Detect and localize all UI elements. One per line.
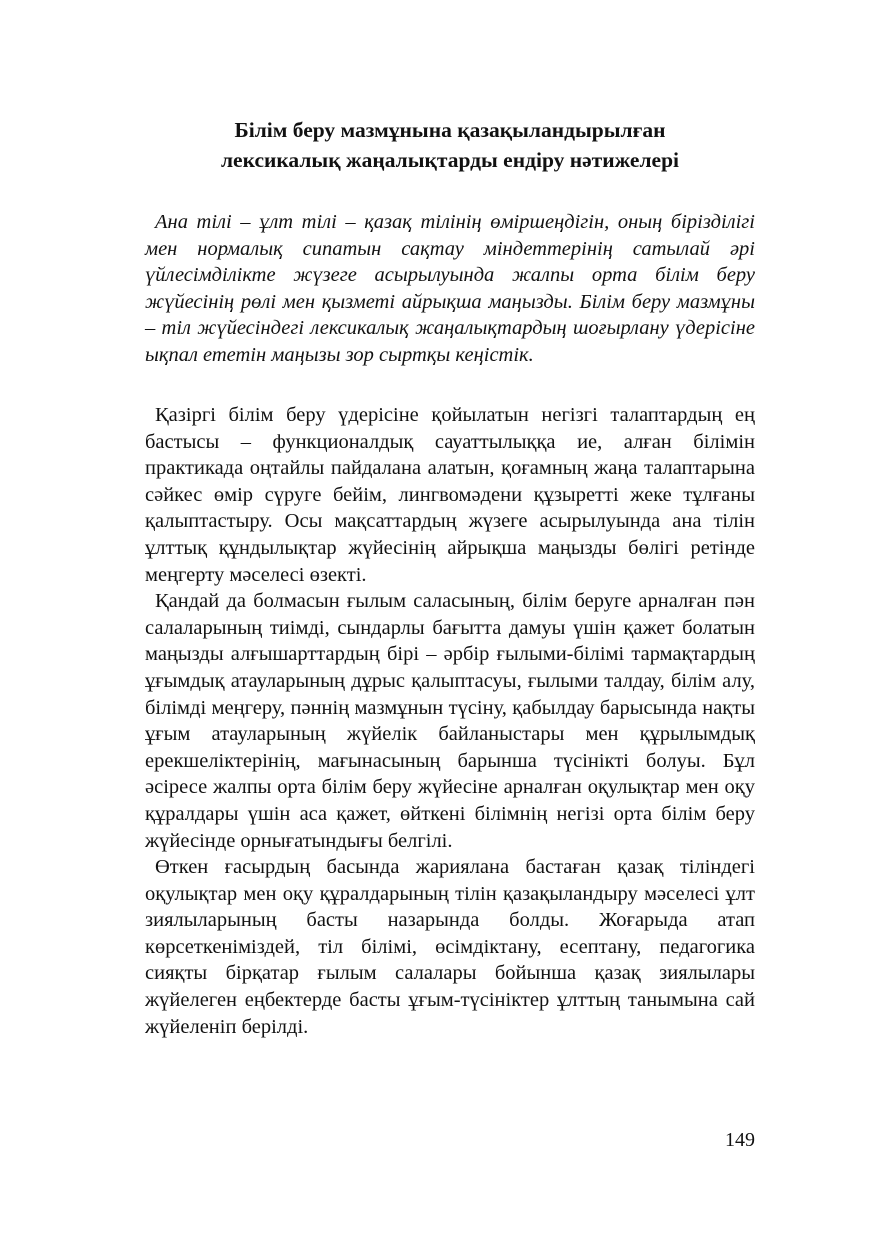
body-paragraph-3: Өткен ғасырдың басында жариялана бастаған қазақ тіліндегі оқулықтар мен оқу құралдарының тілін қазақыландыру мәселесі ұлт зиялыларының басты назарында болды. Жоғарыда атап көрсеткеніміздей, тіл білімі, өсімдіктану, есептану, педагогика сияқты бірқатар ғылым салалары бойынша қазақ зиялылары жүйелеген еңбектерде басты ұғым-түсініктер ұлттың танымына сай жүйеленіп берілді.: [145, 856, 755, 1038]
abstract-paragraph: Ана тілі – ұлт тілі – қазақ тілінің өміршеңдігін, оның бірізділігі мен нормалық сипатын сақтау міндеттерінің сатылай әрі үйлесімділікте жүзеге асырылуында жалпы орта білім беру жүйесінің рөлі мен қызметі айрықша маңызды. Білім беру мазмұны – тіл жүйесіндегі лексикалық жаңалықтардың шоғырлану үдерісіне ықпал ететін маңызы зор сыртқы кеңістік.: [145, 211, 755, 366]
page-number: 149: [725, 1129, 755, 1151]
body-text: [145, 402, 755, 1040]
book-page: [145, 115, 755, 1165]
body-paragraph-1: Қазіргі білім беру үдерісіне қойылатын негізгі талаптардың ең бастысы – функционалдық сауаттылыққа ие, алған білімін практикада оңтайлы пайдалана алатын, қоғамның жаңа талаптарына сәйкес өмір сүруге бейім, лингвомәдени құзыретті жеке тұлғаны қалыптастыру. Осы мақсаттардың жүзеге асырылуында ана тілін ұлттық құндылықтар жүйесінің айрықша маңызды бөлігі ретінде меңгерту мәселесі өзекті.: [145, 404, 755, 586]
page-title: [145, 115, 755, 175]
body-paragraph-2: Қандай да болмасын ғылым саласының, білім беруге арналған пән салаларының тиімді, сындарлы бағытта дамуы үшін қажет болатын маңызды алғышарттардың бірі – әрбір ғылыми-білімі тармақтардың ұғымдық атауларының дұрыс қалыптасуы, ғылыми талдау, білім алу, білімді меңгеру, пәннің мазмұнын түсіну, қабылдау барысында нақты ұғым атауларының жүйелік байланыстары мен құрылымдық ерекшеліктерінің, мағынасының барынша түсінікті болуы. Бұл әсіресе жалпы орта білім беру жүйесіне арналған оқулықтар мен оқу құралдары үшін аса қажет, өйткені білімнің негізі орта білім беру жүйесінде орнығатындығы белгілі.: [145, 590, 755, 852]
title-line-1: Білім беру мазмұнына қазақыландырылған: [234, 118, 666, 142]
title-line-2: лексикалық жаңалықтарды ендіру нәтижелері: [220, 148, 680, 172]
